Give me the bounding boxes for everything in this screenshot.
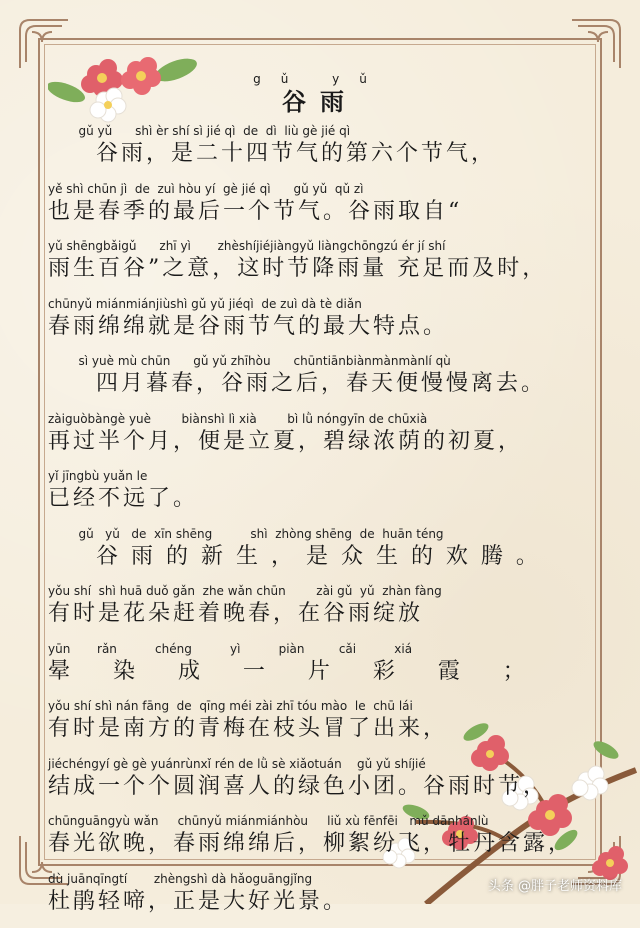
pinyin-line: yǒu shí shì huā duǒ gǎn zhe wǎn chūn zài gǔ yǔ zhàn fàng	[48, 583, 596, 599]
pinyin-line: jiéchéngyí gè gè yuánrùnxǐ rén de lǜ sè xiǎotuán gǔ yǔ shíjié	[48, 756, 596, 772]
text-line	[48, 238, 596, 296]
text-line	[48, 296, 596, 354]
pinyin-line: chūnyǔ miánmiánjiùshì gǔ yǔ jiéqì de zuì dà tè diǎn	[48, 296, 596, 312]
text-line	[48, 698, 596, 756]
text-line	[48, 353, 596, 411]
hanzi-line: 四月暮春，谷雨之后，春天便慢慢离去。	[48, 369, 596, 399]
pinyin-line: yǒu shí shì nán fāng de qīng méi zài zhī tóu mào le chū lái	[48, 698, 596, 714]
hanzi-line: 再过半个月，便是立夏，碧绿浓荫的初夏，	[48, 427, 596, 457]
title-pinyin: gǔ yǔ	[0, 72, 640, 88]
hanzi-line: 春雨绵绵就是谷雨节气的最大特点。	[48, 312, 596, 342]
hanzi-line: 有时是花朵赶着晚春，在谷雨绽放	[48, 599, 596, 629]
hanzi-line: 结成一个个圆润喜人的绿色小团。谷雨时节，	[48, 772, 596, 802]
text-line	[48, 813, 596, 871]
corner-ornament-icon	[568, 16, 624, 72]
hanzi-line: 已经不远了。	[48, 484, 596, 514]
text-line	[48, 641, 596, 699]
pinyin-line: yě shì chūn jì de zuì hòu yí gè jié qì gǔ yǔ qǔ zì	[48, 181, 596, 197]
title-block	[0, 72, 640, 116]
pinyin-line: gǔ yǔ shì èr shí sì jié qì de dì liù gè jié qì	[48, 123, 596, 139]
pinyin-line: sì yuè mù chūn gǔ yǔ zhīhòu chūntiānbiànmànmànlí qù	[48, 353, 596, 369]
poem-body	[48, 123, 596, 928]
hanzi-line: 谷 雨 的 新 生 ， 是 众 生 的 欢 腾 。	[48, 542, 596, 572]
pinyin-line: zàiguòbàngè yuè biànshì lì xià bì lǜ nóngyīn de chūxià	[48, 411, 596, 427]
hanzi-line: 雨生百谷”之意，这时节降雨量 充足而及时，	[48, 254, 596, 284]
pinyin-line: chūnguāngyù wǎn chūnyǔ miánmiánhòu liǔ xù fēnfēi mǔ dānhánlù	[48, 813, 596, 829]
hanzi-line: 杜鹃轻啼，正是大好光景。	[48, 887, 596, 917]
hanzi-line: 谷雨，是二十四节气的第六个节气，	[48, 139, 596, 169]
pinyin-line: yǔ shēngbǎigǔ zhī yì zhèshíjiéjiàngyǔ liàngchōngzú ér jí shí	[48, 238, 596, 254]
text-line	[48, 526, 596, 584]
page-title: 谷雨	[0, 88, 640, 116]
hanzi-line: 晕 染 成 一 片 彩 霞 ；	[48, 657, 596, 687]
hanzi-line: 也是春季的最后一个节气。谷雨取自“	[48, 197, 596, 227]
text-line	[48, 123, 596, 181]
hanzi-line: 有时是南方的青梅在枝头冒了出来，	[48, 714, 596, 744]
pinyin-line: yūn rǎn chéng yì piàn cǎi xiá	[48, 641, 596, 657]
pinyin-line: dù juānqīngtí zhèngshì dà hǎoguāngjǐng	[48, 871, 596, 887]
pinyin-line: yǐ jīngbù yuǎn le	[48, 468, 596, 484]
pinyin-line: gǔ yǔ de xīn shēng shì zhòng shēng de huān téng	[48, 526, 596, 542]
text-line	[48, 756, 596, 814]
text-line	[48, 468, 596, 526]
text-line	[48, 411, 596, 469]
text-line	[48, 181, 596, 239]
watermark: 头条 @胖子老师资料库	[488, 875, 622, 894]
text-line	[48, 583, 596, 641]
hanzi-line: 春光欲晚，春雨绵绵后，柳絮纷飞，牡丹含露，	[48, 829, 596, 859]
